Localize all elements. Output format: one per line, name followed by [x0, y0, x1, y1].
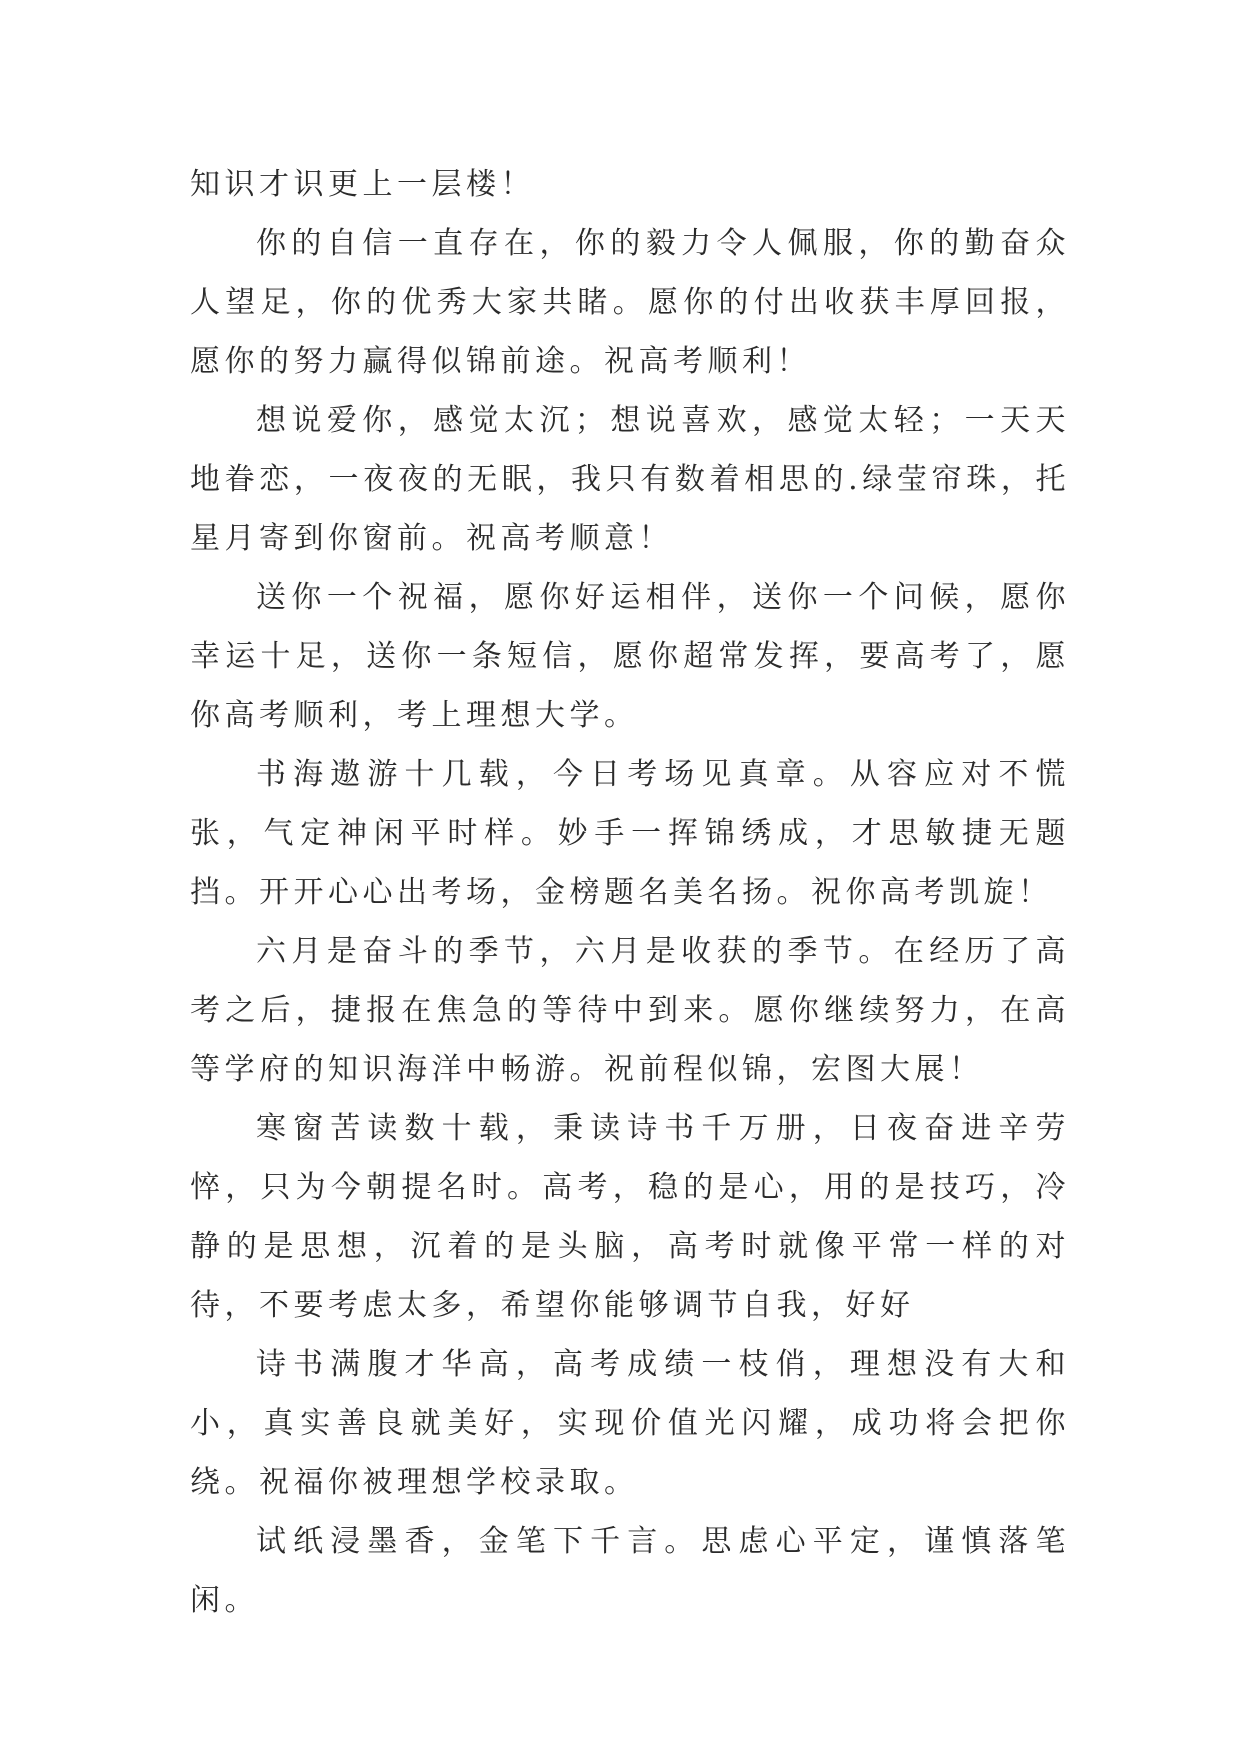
paragraph-9: 试纸浸墨香，金笔下千言。思虑心平定，谨慎落笔闲。 — [190, 1524, 1070, 1618]
paragraph-2: 你的自信一直存在，你的毅力令人佩服，你的勤奋众人望足，你的优秀大家共睹。愿你的付出收获丰厚回报，愿你的努力赢得似锦前途。祝高考顺利！ — [190, 226, 1070, 379]
document-body — [190, 155, 1070, 1630]
paragraph-8: 诗书满腹才华高，高考成绩一枝俏，理想没有大和小，真实善良就美好，实现价值光闪耀，成功将会把你绕。祝福你被理想学校录取。 — [190, 1347, 1070, 1500]
paragraph-3: 想说爱你，感觉太沉；想说喜欢，感觉太轻；一天天地眷恋，一夜夜的无眠，我只有数着相思的.绿莹帘珠，托星月寄到你窗前。祝高考顺意！ — [190, 403, 1070, 556]
paragraph-4: 送你一个祝福，愿你好运相伴，送你一个问候，愿你幸运十足，送你一条短信，愿你超常发挥，要高考了，愿你高考顺利，考上理想大学。 — [190, 580, 1070, 733]
paragraph-7: 寒窗苦读数十载，秉读诗书千万册，日夜奋进辛劳悴，只为今朝提名时。高考，稳的是心，用的是技巧，冷静的是思想，沉着的是头脑，高考时就像平常一样的对待，不要考虑太多，希望你能够调节自我，好好 — [190, 1111, 1070, 1323]
paragraph-1: 知识才识更上一层楼！ — [190, 167, 535, 202]
paragraph-6: 六月是奋斗的季节，六月是收获的季节。在经历了高考之后，捷报在焦急的等待中到来。愿你继续努力，在高等学府的知识海洋中畅游。祝前程似锦，宏图大展！ — [190, 934, 1070, 1087]
paragraph-5: 书海遨游十几载，今日考场见真章。从容应对不慌张，气定神闲平时样。妙手一挥锦绣成，才思敏捷无题挡。开开心心出考场，金榜题名美名扬。祝你高考凯旋！ — [190, 757, 1070, 910]
